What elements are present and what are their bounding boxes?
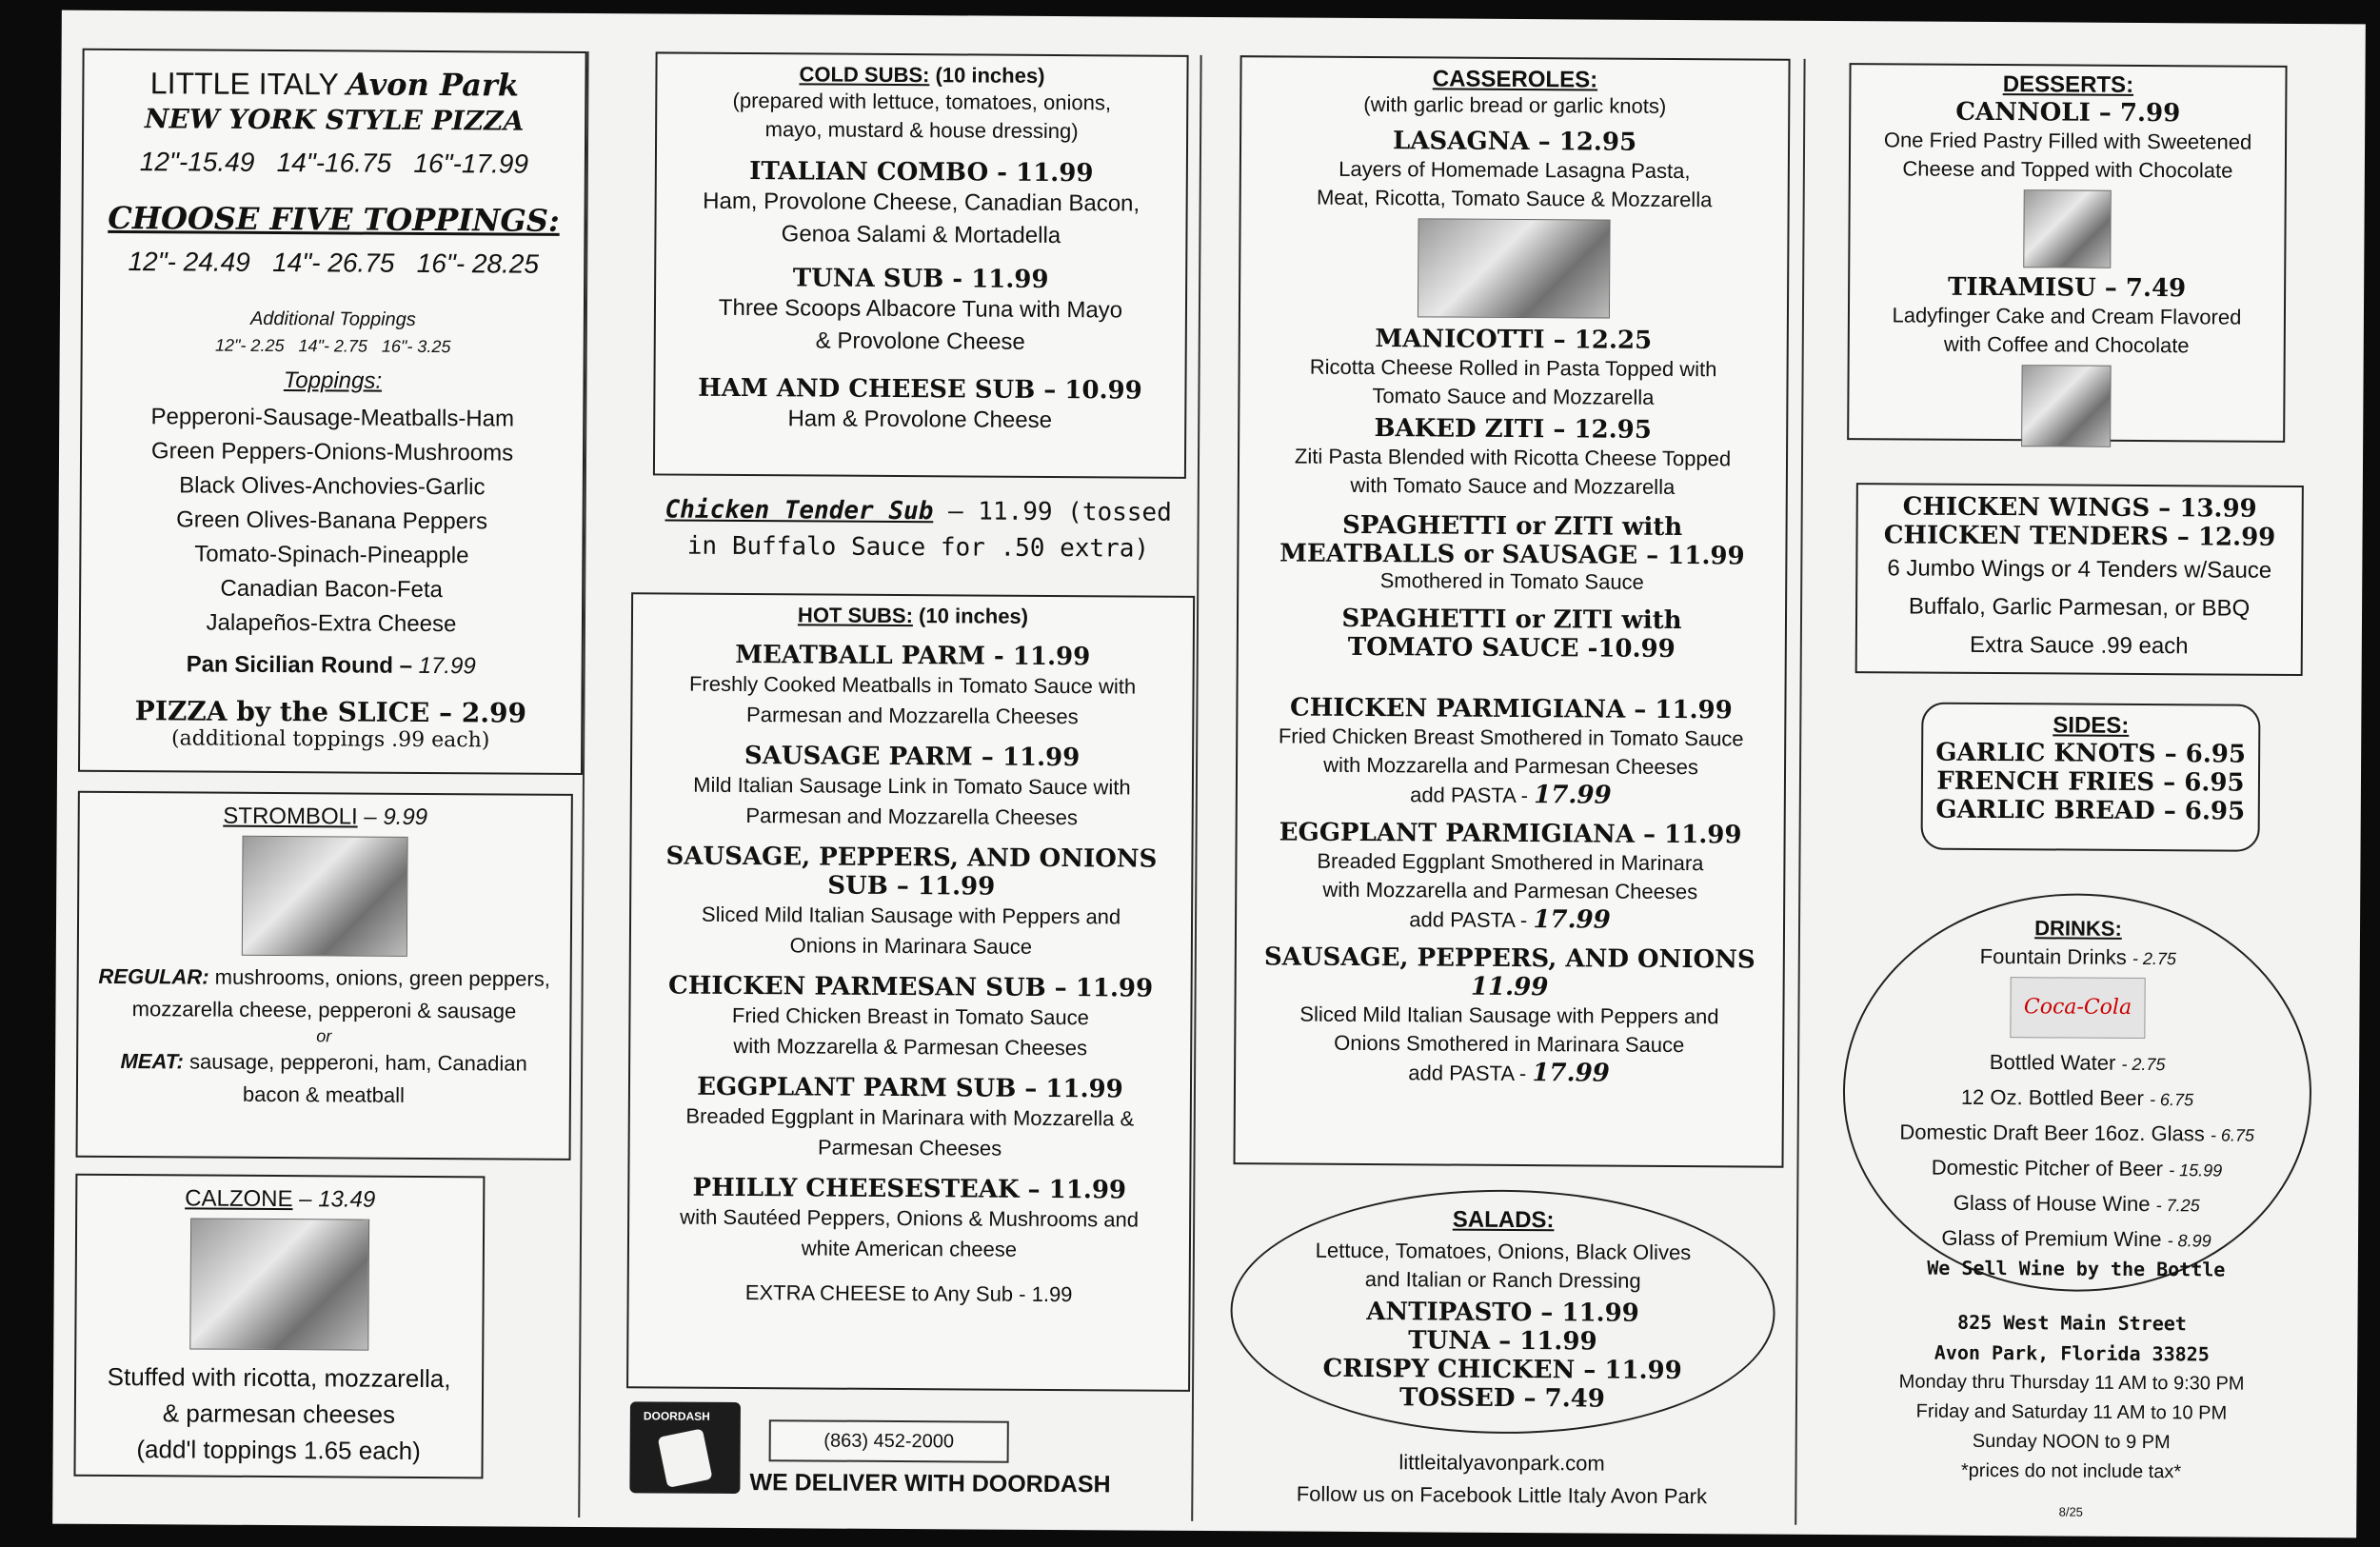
desc-line: Ricotta Cheese Rolled in Pasta Topped with <box>1309 354 1717 382</box>
delivery-text: WE DELIVER WITH DOORDASH <box>749 1469 1111 1498</box>
desc-line: One Fried Pastry Filled with Sweetened <box>1883 128 2252 154</box>
desc-line: Ham, Provolone Cheese, Canadian Bacon, <box>703 188 1140 217</box>
desc-line: with Coffee and Chocolate <box>1943 331 2190 358</box>
item-price: 11.99 <box>1470 972 1549 1002</box>
stromboli-meat <box>91 1045 556 1113</box>
salad-item: ANTIPASTO – 11.99 <box>1366 1298 1639 1328</box>
coca-cola-logo: Coca-Cola <box>2010 977 2145 1039</box>
calzone-heading <box>90 1185 469 1214</box>
topping-line: Tomato-Spinach-Pineapple <box>194 540 469 568</box>
item-name: CHICKEN PARMIGIANA – 11.99 <box>1289 693 1733 725</box>
item-desc <box>641 899 1181 962</box>
drink-item <box>1844 1220 2309 1259</box>
drink-item <box>1845 1115 2310 1153</box>
desc-line: Extra Sauce .99 each <box>1970 631 2189 660</box>
drink-price: - 15.99 <box>2169 1160 2223 1180</box>
cold-subs-title: COLD SUBS: <box>799 62 930 88</box>
hours-line: Friday and Saturday 11 AM to 10 PM <box>1915 1400 2228 1424</box>
salads-title: SALADS: <box>1452 1206 1555 1234</box>
meat-label: MEAT: <box>120 1049 184 1074</box>
calzone-line: Stuffed with ricotta, mozzarella, <box>107 1361 451 1394</box>
city-address: Avon Park, Florida 33825 <box>1934 1340 2210 1366</box>
drink-item <box>1845 1080 2310 1118</box>
item-name: EGGPLANT PARMIGIANA – 11.99 <box>1279 818 1742 850</box>
item-desc: Smothered in Tomato Sauce <box>1379 568 1644 594</box>
cannoli-photo <box>2023 189 2111 268</box>
sausage-casserole <box>1246 942 1774 1002</box>
cold-subs-note <box>666 87 1177 147</box>
website-link[interactable]: littleitalyavonpark.com <box>1398 1450 1605 1476</box>
desc-line: & Provolone Cheese <box>815 327 1025 355</box>
version-code: 8/25 <box>2058 1504 2083 1519</box>
drinks-section <box>1842 892 2313 1293</box>
restaurant-name <box>84 64 585 105</box>
street-address: 825 West Main Street <box>1957 1310 2187 1336</box>
hours <box>1824 1367 2320 1458</box>
item-name: SPAGHETTI or ZITI with <box>1341 510 1683 543</box>
desc-line: Parmesan and Mozzarella Cheeses <box>746 703 1079 729</box>
stromboli-photo <box>242 836 408 957</box>
desc-line: Fried Chicken Breast in Tomato Sauce <box>731 1002 1090 1030</box>
sides-title: SIDES: <box>2053 712 2130 739</box>
tiramisu-photo <box>2021 365 2112 447</box>
drink-item <box>1846 943 2311 971</box>
item-desc <box>1245 1000 1774 1089</box>
slice-note: (additional toppings .99 each) <box>170 725 490 752</box>
item-desc <box>665 292 1176 360</box>
stromboli-title: STROMBOLI <box>223 803 358 830</box>
address-block <box>1823 1306 2319 1520</box>
side-item: GARLIC BREAD – 6.95 <box>1935 795 2246 826</box>
topping-line: Green Peppers-Onions-Mushrooms <box>150 437 514 466</box>
desc-line: with Mozzarella and Parmesan Cheeses <box>1322 877 1698 904</box>
desc-line: Onions Smothered in Marinara Sauce <box>1334 1030 1685 1058</box>
desc-line: Mild Italian Sausage Link in Tomato Sauce with <box>693 772 1131 800</box>
item-name: LASAGNA – 12.95 <box>1392 127 1637 157</box>
desc-line: Genoa Salami & Mortadella <box>781 221 1061 249</box>
calzone-photo <box>189 1218 369 1350</box>
pasta-price: 17.99 <box>1534 781 1612 810</box>
item-name: TOMATO SAUCE -10.99 <box>1347 632 1676 664</box>
desc-line: Fried Chicken Breast Smothered in Tomato Sauce <box>1278 724 1744 751</box>
drink-name: Domestic Pitcher of Beer <box>1931 1155 2164 1181</box>
stromboli-section <box>76 791 573 1160</box>
drink-name: Domestic Draft Beer 16oz. Glass <box>1899 1120 2205 1146</box>
tax-note: *prices do not include tax* <box>1960 1459 2182 1483</box>
sides-section <box>1921 703 2261 852</box>
pasta-label: add PASTA - <box>1409 907 1534 933</box>
side-item: GARLIC KNOTS – 6.95 <box>1935 738 2247 769</box>
hot-subs-size: (10 inches) <box>919 604 1029 628</box>
item-desc <box>1858 126 2277 186</box>
drink-price: - 7.25 <box>2155 1196 2200 1216</box>
salad-item: TOSSED – 7.49 <box>1399 1383 1605 1414</box>
additional-toppings-prices: 12"- 2.25 14"- 2.75 16"- 3.25 <box>214 335 451 357</box>
desc-line: Cheese and Topped with Chocolate <box>1902 156 2233 183</box>
item-desc <box>665 186 1176 253</box>
side-item: FRENCH FRIES – 6.95 <box>1936 766 2245 798</box>
stromboli-price: – 9.99 <box>364 803 428 830</box>
drink-price: - 6.75 <box>2210 1125 2255 1145</box>
pasta-label: add PASTA - <box>1408 1061 1533 1086</box>
calzone-desc <box>89 1359 469 1469</box>
wings-item: CHICKEN WINGS – 13.99 <box>1902 492 2257 524</box>
drinks-title: DRINKS: <box>2034 916 2122 941</box>
pizza-section <box>78 49 587 775</box>
item-desc <box>1249 442 1776 502</box>
desc-line: Tomato Sauce and Mozzarella <box>1372 384 1655 409</box>
stromboli-heading <box>93 803 558 832</box>
item-name: SAUSAGE, PEPPERS, AND ONIONS <box>1263 942 1755 975</box>
desc-line: with Mozzarella and Parmesan Cheeses <box>1323 752 1699 780</box>
tender-sub-label: Chicken Tender Sub <box>664 495 934 526</box>
drink-item <box>1844 1185 2309 1223</box>
pasta-price: 17.99 <box>1533 905 1611 935</box>
drink-item <box>1845 1044 2310 1082</box>
desc-line: Meat, Ricotta, Tomato Sauce & Mozzarella <box>1316 185 1713 212</box>
drink-name: Fountain Drinks <box>1979 943 2127 969</box>
item-desc <box>642 769 1182 833</box>
wings-section <box>1855 483 2304 676</box>
five-toppings-prices: 12"- 24.49 14"- 26.75 16"- 28.25 <box>128 247 540 279</box>
item-desc <box>640 1101 1180 1164</box>
wings-desc <box>1863 549 2296 666</box>
item-name: CHICKEN PARMESAN SUB – 11.99 <box>667 971 1154 1003</box>
item-name: MEATBALLS or SAUSAGE – 11.99 <box>1279 539 1745 571</box>
hot-subs-section <box>626 592 1195 1392</box>
drink-price: - 8.99 <box>2167 1231 2211 1251</box>
sicilian-label: Pan Sicilian Round – <box>186 650 419 679</box>
hours-line: Monday thru Thursday 11 AM to 9:30 PM <box>1898 1371 2245 1395</box>
item-desc <box>1857 301 2276 361</box>
desc-line: Three Scoops Albacore Tuna with Mayo <box>718 294 1123 324</box>
sides-list <box>1931 739 2251 826</box>
pizza-slice: PIZZA by the SLICE – 2.99 <box>134 694 527 729</box>
item-name: MEATBALL PARM - 11.99 <box>735 640 1091 672</box>
spaghetti-tomato <box>1248 604 1775 664</box>
cold-subs-section <box>653 51 1189 478</box>
item-name: SPAGHETTI or ZITI with <box>1341 604 1682 636</box>
drink-price: - 2.75 <box>2132 948 2177 969</box>
toppings-list <box>81 399 584 642</box>
tender-sub-price: – 11.99 (tossed <box>933 497 1172 527</box>
drink-item <box>1844 1150 2309 1188</box>
calzone-line: (add'l toppings 1.65 each) <box>136 1435 421 1465</box>
salad-item: CRISPY CHICKEN – 11.99 <box>1322 1354 1682 1386</box>
item-name: EGGPLANT PARM SUB – 11.99 <box>697 1072 1123 1104</box>
item-name: SAUSAGE PARM – 11.99 <box>744 742 1081 773</box>
desc-line: with Tomato Sauce and Mozzarella <box>1350 472 1676 499</box>
drink-price: - 6.75 <box>2149 1090 2194 1110</box>
title-location: Avon Park <box>347 66 520 104</box>
salads-section <box>1230 1188 1776 1435</box>
pizza-prices: 12"-15.49 14"-16.75 16"-17.99 <box>139 147 529 179</box>
item-desc: Ham & Provolone Cheese <box>787 406 1053 433</box>
desc-line: Breaded Eggplant in Marinara with Mozzarella & <box>685 1103 1135 1131</box>
column-divider <box>1795 59 1805 1525</box>
pizza-heading: NEW YORK STYLE PIZZA <box>144 103 525 137</box>
desc-line: with Mozzarella & Parmesan Cheeses <box>733 1033 1088 1061</box>
doordash-logo-text: DOORDASH <box>643 1409 710 1423</box>
item-name: SAUSAGE, PEPPERS, AND ONIONS SUB – 11.99 <box>665 842 1158 902</box>
calzone-price: – 13.49 <box>299 1186 376 1213</box>
desserts-title: DESSERTS: <box>2002 71 2134 98</box>
desserts-section <box>1847 63 2287 443</box>
desc-line: 6 Jumbo Wings or 4 Tenders w/Sauce <box>1887 555 2272 584</box>
salads-desc <box>1233 1236 1774 1296</box>
stromboli-regular <box>91 961 556 1028</box>
doordash-logo <box>629 1401 741 1494</box>
desc-line: Onions in Marinara Sauce <box>789 933 1033 959</box>
desc-line: Sliced Mild Italian Sausage with Peppers and <box>701 902 1121 929</box>
toppings-label: Toppings: <box>283 367 383 394</box>
item-name: TIRAMISU – 7.49 <box>1947 272 2187 304</box>
pasta-label: add PASTA - <box>1410 783 1535 808</box>
title-text: LITTLE ITALY <box>149 66 339 102</box>
drink-name: Glass of Premium Wine <box>1941 1225 2162 1252</box>
five-toppings-heading: CHOOSE FIVE TOPPINGS: <box>108 199 560 239</box>
item-desc <box>1249 352 1776 412</box>
desc-line: white American cheese <box>801 1236 1018 1261</box>
desc-line: with Sautéed Peppers, Onions & Mushrooms and <box>680 1204 1140 1232</box>
desc-line: Sliced Mild Italian Sausage with Peppers and <box>1299 1002 1719 1029</box>
calzone-section <box>73 1174 485 1479</box>
item-name: HAM AND CHEESE SUB – 10.99 <box>698 373 1142 406</box>
spaghetti-meat <box>1248 510 1775 570</box>
casseroles-note: (with garlic bread or garlic knots) <box>1363 91 1667 118</box>
desc-line: Ladyfinger Cake and Cream Flavored <box>1892 303 2242 329</box>
topping-line: Green Olives-Banana Peppers <box>176 506 488 534</box>
chicken-tender-sub <box>637 491 1199 567</box>
desc-line: Parmesan Cheeses <box>817 1135 1002 1160</box>
note-line: (prepared with lettuce, tomatoes, onions, <box>732 88 1112 115</box>
sicilian-price: 17.99 <box>418 652 476 679</box>
tender-sub-note: in Buffalo Sauce for .50 extra) <box>686 531 1150 564</box>
hot-subs-heading <box>643 602 1183 629</box>
item-desc <box>640 1000 1180 1063</box>
lasagna-photo <box>1418 218 1611 318</box>
desc-line: Freshly Cooked Meatballs in Tomato Sauce with <box>688 671 1137 699</box>
casseroles-section <box>1233 55 1790 1168</box>
regular-label: REGULAR: <box>98 963 209 989</box>
hot-subs-title: HOT SUBS: <box>797 603 914 628</box>
item-desc <box>1247 722 1775 811</box>
item-name: CANNOLI – 7.99 <box>1955 97 2181 129</box>
desc-line: and Italian or Ranch Dressing <box>1364 1267 1641 1293</box>
additional-toppings-label: Additional Toppings <box>249 307 416 330</box>
item-name: MANICOTTI – 12.25 <box>1375 325 1653 355</box>
desc-line: Lettuce, Tomatoes, Onions, Black Olives <box>1315 1238 1692 1265</box>
item-name: ITALIAN COMBO - 11.99 <box>749 157 1094 188</box>
topping-line: Black Olives-Anchovies-Garlic <box>179 471 486 500</box>
wine-bottle-note: We Sell Wine by the Bottle <box>1927 1256 2226 1281</box>
desc-line: Buffalo, Garlic Parmesan, or BBQ <box>1908 593 2251 622</box>
tenders-item: CHICKEN TENDERS – 12.99 <box>1883 521 2276 552</box>
cold-subs-heading <box>666 62 1177 89</box>
drink-name: 12 Oz. Bottled Beer <box>1960 1084 2144 1111</box>
or-text: or <box>316 1026 332 1046</box>
desc-line: Layers of Homemade Lasagna Pasta, <box>1339 156 1691 184</box>
sicilian-line <box>81 650 582 680</box>
topping-line: Pepperoni-Sausage-Meatballs-Ham <box>150 403 515 432</box>
casseroles-title: CASSEROLES: <box>1432 66 1598 93</box>
cold-subs-size: (10 inches) <box>935 63 1045 88</box>
menu-sheet <box>52 10 2366 1538</box>
desc-line: Ziti Pasta Blended with Ricotta Cheese Topped <box>1294 444 1732 471</box>
phone-number[interactable]: (863) 452-2000 <box>769 1419 1009 1463</box>
note-line: mayo, mustard & house dressing) <box>764 117 1079 144</box>
extra-cheese: EXTRA CHEESE to Any Sub - 1.99 <box>744 1280 1073 1307</box>
item-name: PHILLY CHEESESTEAK – 11.99 <box>692 1173 1127 1205</box>
calzone-line: & parmesan cheeses <box>162 1398 396 1429</box>
regular-desc: mushrooms, onions, green peppers, mozzarella cheese, pepperoni & sausage <box>131 964 550 1023</box>
item-desc <box>639 1201 1180 1265</box>
calzone-title: CALZONE <box>185 1185 293 1213</box>
salads-list <box>1232 1297 1774 1414</box>
topping-line: Jalapeños-Extra Cheese <box>206 609 457 637</box>
item-desc <box>642 668 1182 732</box>
desc-line: Breaded Eggplant Smothered in Marinara <box>1317 848 1704 876</box>
drink-name: Bottled Water <box>1989 1050 2116 1075</box>
facebook-link[interactable]: Follow us on Facebook Little Italy Avon Park <box>1296 1481 1708 1509</box>
drinks-list <box>1844 1044 2310 1259</box>
item-name: TUNA SUB - 11.99 <box>792 264 1049 294</box>
drink-price: - 2.75 <box>2121 1054 2166 1075</box>
meat-desc: sausage, pepperoni, ham, Canadian bacon & meatball <box>188 1049 527 1107</box>
item-desc <box>1246 846 1775 936</box>
item-desc <box>1251 154 1778 214</box>
topping-line: Canadian Bacon-Feta <box>220 575 443 603</box>
pasta-price: 17.99 <box>1532 1059 1610 1088</box>
desc-line: Parmesan and Mozzarella Cheeses <box>745 803 1079 830</box>
phone-icon <box>658 1428 713 1488</box>
item-name: BAKED ZITI – 12.95 <box>1374 414 1652 445</box>
drink-name: Glass of House Wine <box>1953 1190 2151 1217</box>
hours-line: Sunday NOON to 9 PM <box>1972 1430 2171 1454</box>
salad-item: TUNA – 11.99 <box>1408 1326 1597 1357</box>
